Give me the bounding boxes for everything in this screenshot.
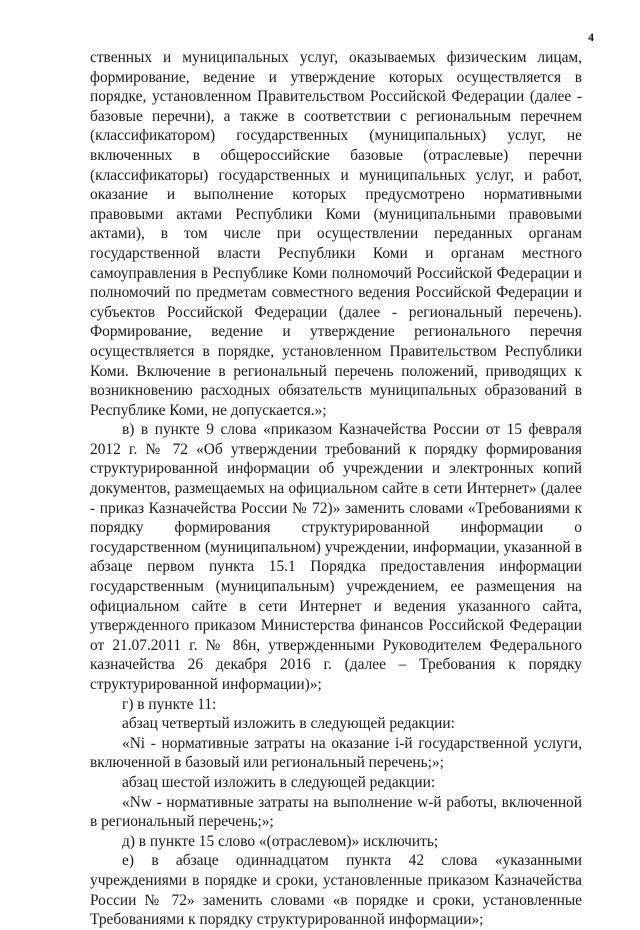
paragraph-formula-ni: «Ni - нормативные затраты на оказание i-й государственной услуги, включенной в базовый или региональный перечень;»; (90, 734, 582, 772)
paragraph-formula-nw: «Nw - нормативные затраты на выполнение w-й работы, включенной в региональный перечень;»; (90, 793, 582, 831)
paragraph-item-v: в) в пункте 9 слова «приказом Казначейства России от 15 февраля 2012 г. № 72 «Об утверждении требований к порядку формирования структурированной информации об учреждении и электронных копий документов, размещаемых на официальном сайте в сети Интернет» (далее - приказ Казначейства России № 72)» заменить словами «Требованиями к порядку формирования структурированной информации о государственном (муниципальном) учреждении, информации, указанной в абзаце первом пункта 15.1 Порядка предоставления информации государственным (муниципальным) учреждением, ее размещения на официальном сайте в сети Интернет и ведения указанного сайта, утвержденного приказом Министерства финансов Российской Федерации от 21.07.2011 г. № 86н, утвержденными Руководителем Федерального казначейства 26 декабря 2016 г. (далее – Требования к порядку структурированной информации)»; (90, 421, 582, 693)
paragraph-abzac-4: абзац четвертый изложить в следующей редакции: (122, 715, 455, 733)
page-number: 4 (588, 30, 594, 44)
paragraph-continuation: ственных и муниципальных услуг, оказываемых физическим лицам, формирование, ведение и утверждение которых осуществляется в порядке, установленном Правительством Российской Федерации (далее - базовые перечни), а также в соответствии с региональным перечнем (классификатором) государственных (муниципальных) услуг, не включенных в общероссийские базовые (отраслевые) перечни (классификаторы) государственных и муниципальных услуг, и работ, оказание и выполнение которых предусмотрено нормативными правовыми актами Республики Коми (муниципальными правовыми актами), в том числе при осуществлении переданных органам государственной власти Республики Коми и органам местного самоуправления в Республике Коми полномочий Российской Федерации и полномочий по предметам совместного ведения Российской Федерации и субъектов Российской Федерации (далее - региональный перечень). Формирование, ведение и утверждение регионального перечня осуществляется в порядке, установленном Правительством Республики Коми. Включение в региональный перечень положений, приводящих к возникновению расходных обязательств муниципальных образований в Республике Коми, не допускается.»; (90, 49, 582, 419)
document-body (90, 48, 582, 930)
paragraph-abzac-6: абзац шестой изложить в следующей редакции: (122, 773, 436, 791)
paragraph-item-e: е) в абзаце одиннадцатом пункта 42 слова «указанными учреждениями в порядке и сроки, установленные приказом Казначейства России № 72» заменить словами «в порядке и сроки, установленные Требованиями к порядку структурированной информации»; (90, 852, 582, 929)
paragraph-item-g: г) в пункте 11: (122, 695, 217, 713)
paragraph-item-d: д) в пункте 15 слово «(отраслевом)» исключить; (122, 832, 439, 850)
